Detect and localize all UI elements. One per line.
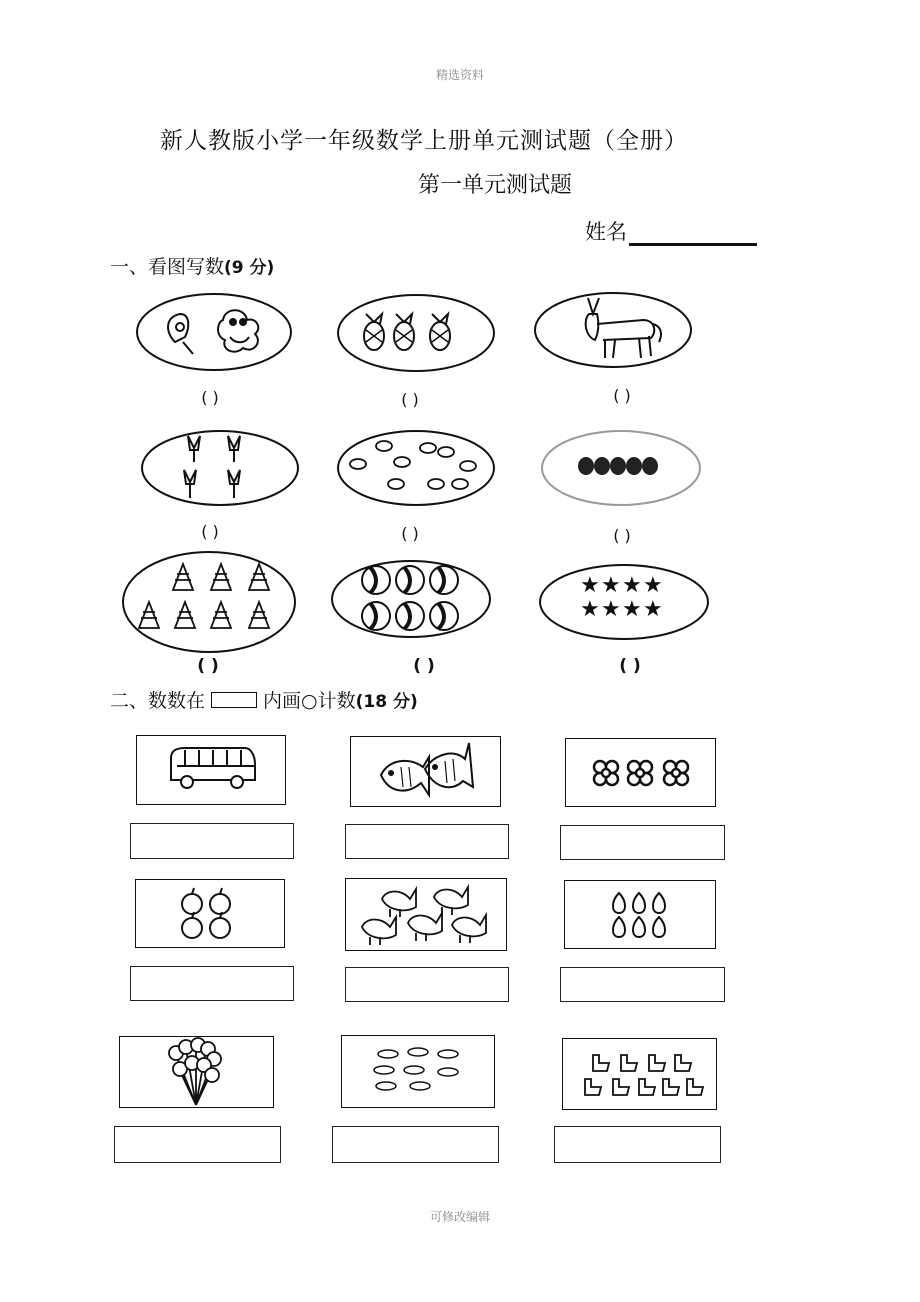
balloon-icon	[169, 1038, 221, 1105]
butterfly-oval	[135, 292, 293, 372]
fish-box	[350, 736, 501, 807]
section1-heading	[110, 252, 274, 279]
peach-box	[564, 880, 716, 949]
answer-paren-2[interactable]: ( )	[401, 390, 419, 409]
donkey-oval	[533, 290, 693, 370]
shell-oval	[121, 550, 297, 654]
section2-label-before: 二、数数在	[110, 690, 206, 712]
count-box-9[interactable]	[554, 1126, 721, 1163]
name-label: 姓名	[585, 220, 627, 244]
count-box-7[interactable]	[114, 1126, 281, 1163]
svg-text:★: ★	[601, 573, 621, 598]
answer-paren-9[interactable]: ( )	[619, 656, 641, 676]
bus-icon	[171, 748, 255, 788]
count-box-2[interactable]	[345, 824, 509, 859]
small-fish-icon	[374, 1048, 458, 1090]
star-icon	[580, 573, 663, 622]
count-box-4[interactable]	[130, 966, 294, 1001]
duck-box	[562, 1038, 717, 1110]
pineapple-icon	[364, 314, 384, 350]
unit-title: 第一单元测试题	[418, 173, 573, 198]
svg-text:★: ★	[580, 573, 600, 598]
name-blank[interactable]	[629, 221, 757, 246]
chicken-icon	[362, 887, 486, 945]
header-note: 精选资料	[435, 68, 484, 82]
tulip-icon	[184, 436, 240, 498]
stone-oval	[540, 428, 702, 508]
flower-icon	[594, 761, 688, 785]
page-title: 新人教版小学一年级数学上册单元测试题（全册）	[160, 128, 688, 154]
svg-text:★: ★	[601, 597, 621, 622]
peach-icon	[613, 893, 665, 937]
count-box-1[interactable]	[130, 823, 294, 859]
flower-box	[565, 738, 716, 807]
answer-paren-3[interactable]: ( )	[613, 386, 631, 405]
sample-box-icon	[211, 692, 257, 708]
bird-oval	[336, 428, 496, 508]
fish-icon	[381, 757, 429, 795]
pineapple-icon	[394, 314, 414, 350]
fish-icon	[425, 743, 473, 787]
section1-label: 一、看图写数	[110, 256, 225, 278]
pineapple-icon	[430, 314, 450, 350]
tulip-oval	[140, 428, 300, 508]
pineapple-oval	[336, 292, 496, 374]
star-oval	[538, 562, 710, 642]
ball-icon	[362, 566, 458, 630]
bird-icon	[350, 441, 476, 489]
section2-label-after: 内画○计数	[263, 690, 356, 712]
balloon-box	[119, 1036, 274, 1108]
apple-icon	[182, 888, 230, 938]
butterfly-icon	[168, 314, 193, 354]
ball-oval	[330, 558, 492, 640]
section2-heading	[110, 686, 418, 713]
answer-paren-1[interactable]: ( )	[201, 388, 219, 407]
count-box-8[interactable]	[332, 1126, 499, 1163]
count-box-5[interactable]	[345, 967, 509, 1002]
duck-icon	[585, 1055, 703, 1095]
stone-icon	[578, 457, 658, 475]
shell-icon	[139, 564, 269, 628]
footer-note: 可修改编辑	[429, 1210, 490, 1224]
answer-paren-7[interactable]: ( )	[197, 656, 219, 676]
count-box-6[interactable]	[560, 967, 725, 1002]
svg-text:★: ★	[643, 573, 663, 598]
donkey-icon	[586, 298, 661, 358]
chicken-box	[345, 878, 507, 951]
section1-score: (9 分)	[224, 258, 275, 278]
svg-text:★: ★	[580, 597, 600, 622]
answer-paren-8[interactable]: ( )	[413, 656, 435, 676]
count-box-3[interactable]	[560, 825, 725, 860]
answer-paren-6[interactable]: ( )	[613, 526, 631, 545]
answer-paren-4[interactable]: ( )	[201, 522, 219, 541]
svg-text:★: ★	[622, 597, 642, 622]
apple-box	[135, 879, 285, 948]
svg-text:★: ★	[622, 573, 642, 598]
butterfly-icon	[218, 310, 258, 351]
svg-text:★: ★	[643, 597, 663, 622]
bus-box	[136, 735, 286, 805]
name-field[interactable]	[585, 216, 757, 246]
small-fish-box	[341, 1035, 495, 1108]
answer-paren-5[interactable]: ( )	[401, 524, 419, 543]
section2-score: (18 分)	[355, 692, 418, 712]
